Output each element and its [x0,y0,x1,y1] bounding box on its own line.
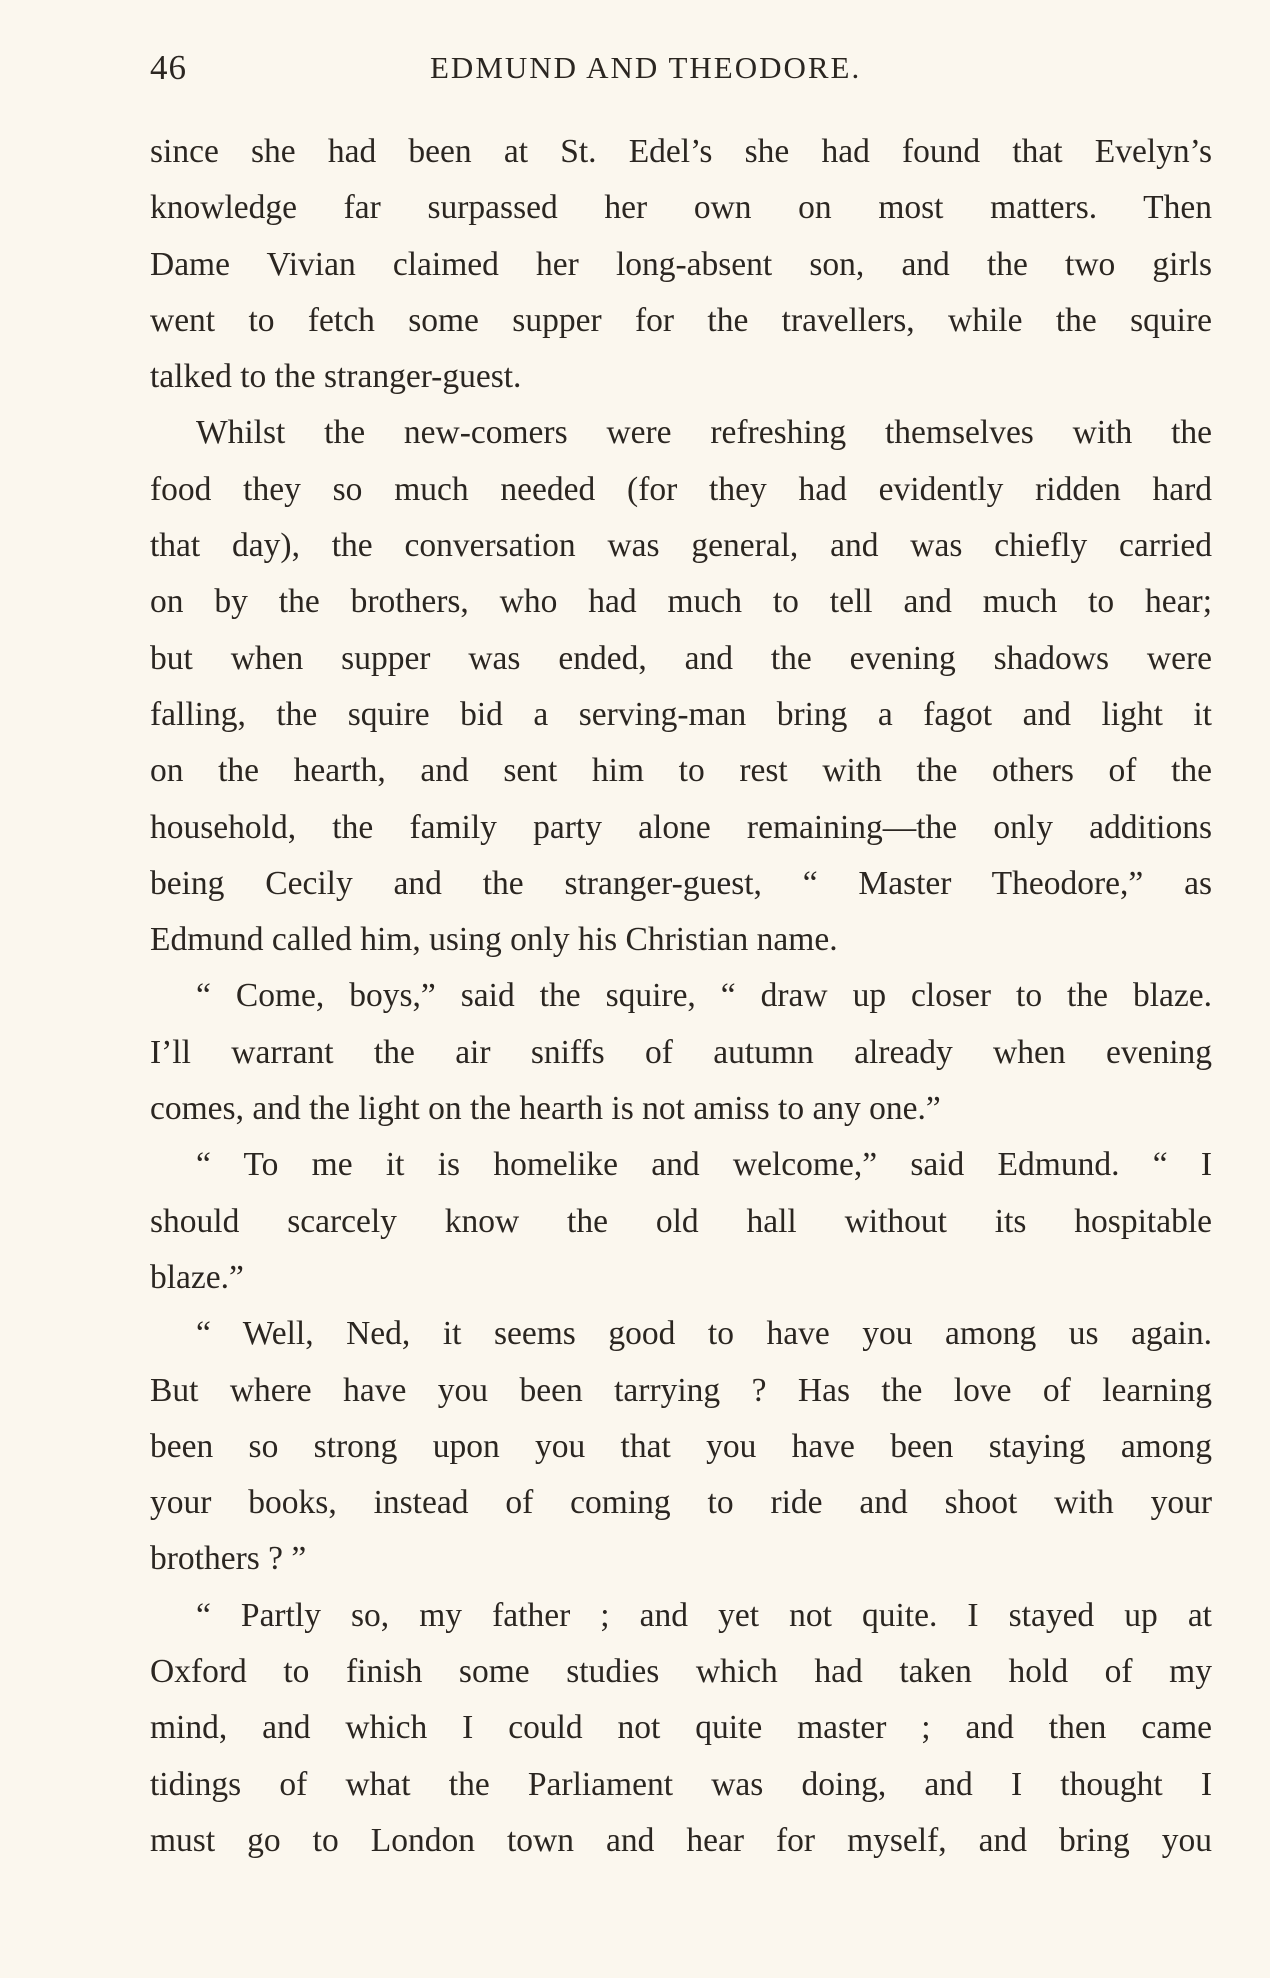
text-line: your books, instead of coming to ride and shoot with your [150,1484,1212,1522]
text-line: falling, the squire bid a serving-man bring a fagot and light it [150,695,1212,733]
text-line: but when supper was ended, and the evening shadows were [150,639,1212,677]
text-line: But where have you been tarrying ? Has the love of learning [150,1371,1212,1409]
text-line: Edmund called him, using only his Christian name. [150,921,838,959]
text-line: since she had been at St. Edel’s she had found that Evelyn’s [150,133,1212,170]
text-line: being Cecily and the stranger-guest, “ Master Theodore,” as [150,864,1212,902]
text-line: on the hearth, and sent him to rest with the others of the [150,752,1212,790]
text-line: been so strong upon you that you have been staying among [150,1427,1212,1465]
text-line: I’ll warrant the air sniffs of autumn already when evening [150,1033,1212,1071]
running-head: EDMUND AND THEODORE. [430,50,862,85]
text-line: tidings of what the Parliament was doing, and I thought I [150,1765,1212,1803]
text-line: talked to the stranger-guest. [150,358,522,396]
text-line: brothers ? ” [150,1540,307,1578]
text-line: “ Partly so, my father ; and yet not quite. I stayed up at [196,1596,1212,1634]
text-line: “ Come, boys,” said the squire, “ draw up closer to the blaze. [196,977,1212,1015]
text-line: blaze.” [150,1258,244,1296]
text-line: mind, and which I could not quite master ; and then came [150,1709,1212,1747]
text-line: food they so much needed (for they had evidently ridden hard [150,470,1212,508]
page-header [150,46,1212,90]
text-line: knowledge far surpassed her own on most matters. Then [150,189,1212,227]
text-line: “ To me it is homelike and welcome,” said Edmund. “ I [196,1146,1212,1184]
text-line: Whilst the new-comers were refreshing themselves with the [196,414,1212,452]
text-line: must go to London town and hear for myself, and bring you [150,1821,1212,1859]
text-line: that day), the conversation was general, and was chiefly carried [150,527,1212,565]
text-line: “ Well, Ned, it seems good to have you among us again. [196,1315,1212,1353]
text-line: comes, and the light on the hearth is not amiss to any one.” [150,1090,941,1128]
text-line: household, the family party alone remaining—the only additions [150,808,1212,846]
page-number: 46 [150,48,187,87]
text-line: on by the brothers, who had much to tell and much to hear; [150,583,1212,621]
text-line: went to fetch some supper for the travellers, while the squire [150,301,1212,339]
text-line: Oxford to finish some studies which had taken hold of my [150,1653,1212,1691]
text-line: should scarcely know the old hall without its hospitable [150,1202,1212,1240]
text-line: Dame Vivian claimed her long-absent son, and the two girls [150,245,1212,283]
text-body [150,124,1212,1869]
